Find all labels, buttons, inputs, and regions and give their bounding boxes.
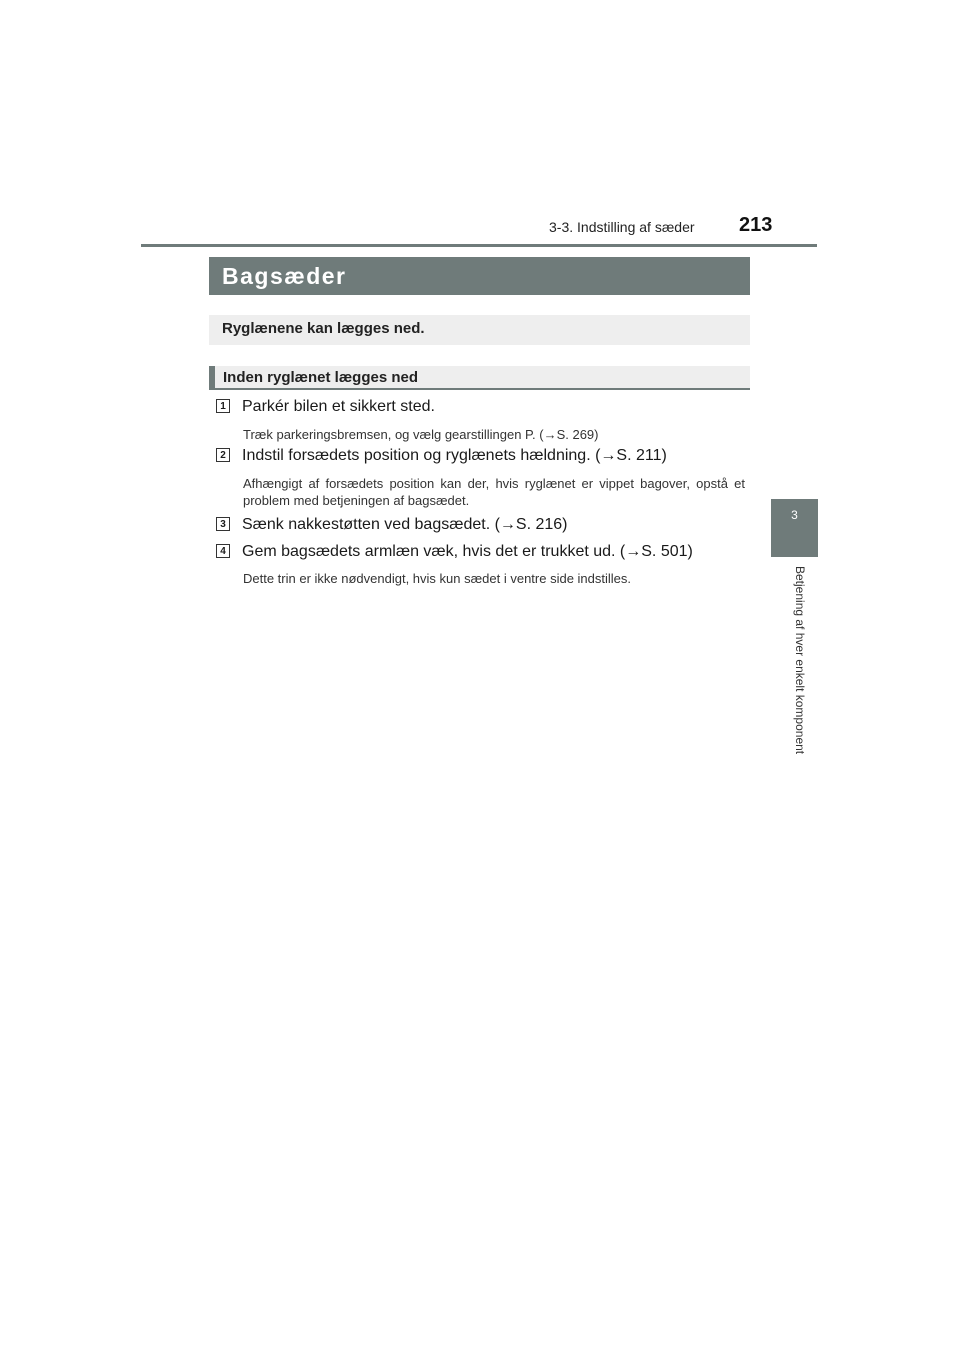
step-note: Træk parkeringsbremsen, og vælg gearstillingen P. (→S. 269)	[243, 427, 599, 442]
page-number: 213	[739, 214, 773, 236]
step-number: 1	[216, 399, 230, 413]
step-text: Gem bagsædets armlæn væk, hvis det er trukket ud. (→S. 501)	[242, 543, 693, 560]
step-number: 3	[216, 517, 230, 531]
section-intro: Ryglænene kan lægges ned.	[209, 315, 750, 345]
step-text: Indstil forsædets position og ryglænets hældning. (→S. 211)	[242, 447, 667, 464]
chapter-tab-label: Betjening af hver enkelt komponent	[793, 566, 807, 755]
step-number: 4	[216, 544, 230, 558]
step-text: Parkér bilen et sikkert sted.	[242, 398, 435, 415]
step-note: Dette trin er ikke nødvendigt, hvis kun sædet i ventre side indstilles.	[243, 571, 632, 586]
step-note: Afhængigt af forsædets position kan der, hvis ryglænet er vippet bagover, opstå et problem med betjeningen af bagsædet.	[243, 476, 745, 508]
step-text: Sænk nakkestøtten ved bagsædet. (→S. 216)	[242, 516, 568, 533]
header-divider	[141, 244, 817, 247]
subsection-title: Inden ryglænet lægges ned	[209, 366, 750, 390]
step-number: 2	[216, 448, 230, 462]
chapter-title: 3-3. Indstilling af sæder	[549, 219, 695, 235]
section-title: Bagsæder	[209, 257, 750, 295]
chapter-tab: 3	[771, 499, 818, 557]
